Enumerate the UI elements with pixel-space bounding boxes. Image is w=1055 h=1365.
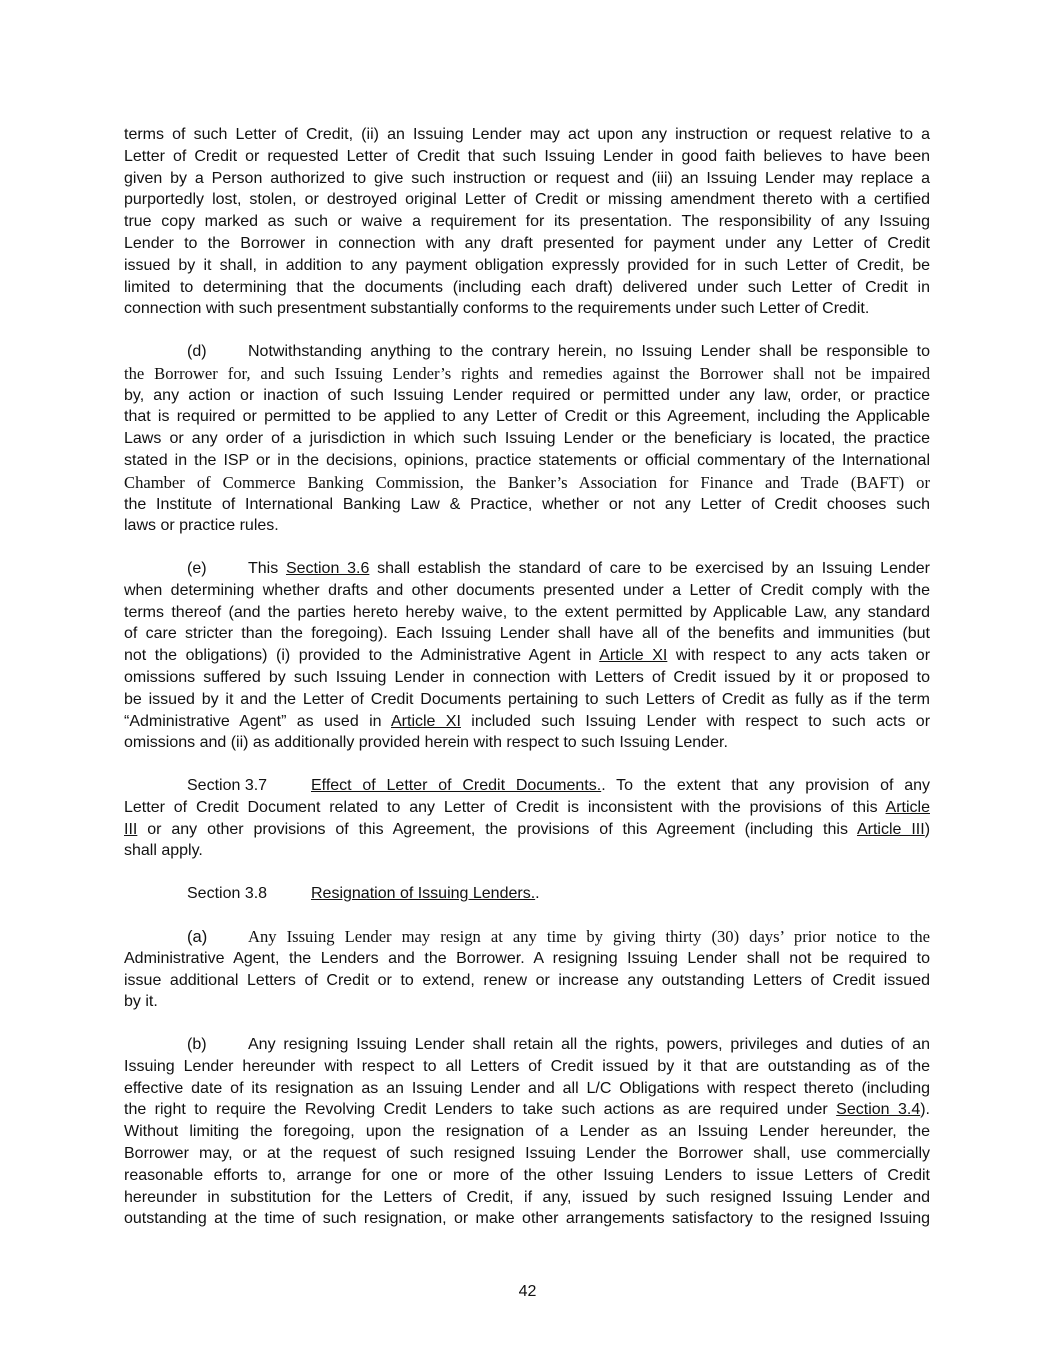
text-segment: the Borrower for, and such Issuing Lender’s rights and remedies against the Borrower shall not be impaired — [124, 363, 930, 383]
text-segment: Letter of Credit or requested Letter of Credit that such Issuing Lender in good faith believes to have been — [124, 147, 930, 165]
cross-reference-link: Resignation of Issuing Lenders. — [311, 885, 536, 902]
text-segment: hereunder in substitution for the Letters of Credit, if any, issued by such resigned Issuing Lender and — [124, 1188, 930, 1206]
text-segment: not the obligations) (i) provided to the Administrative Agent in — [124, 647, 600, 665]
text-line — [124, 667, 930, 689]
text-line — [124, 363, 930, 385]
text-segment: ). — [920, 1101, 930, 1119]
text-line — [124, 1034, 930, 1056]
section-3-8 — [124, 883, 930, 905]
text-line — [124, 689, 930, 711]
para-c-cont — [124, 124, 930, 320]
cross-reference-link: Section 3.4 — [836, 1101, 921, 1119]
text-segment: effective date of its resignation as an Issuing Lender and all L/C Obligations with respect thereto (including — [124, 1079, 930, 1097]
text-segment: omissions suffered by such Issuing Lender in connection with Letters of Credit issued by it or proposed to — [124, 668, 930, 686]
text-line — [124, 1078, 930, 1100]
text-segment: Administrative Agent, the Lenders and the Borrower. A resigning Issuing Lender shall not be required to — [124, 949, 930, 967]
text-line — [124, 168, 930, 190]
text-segment: with respect to any acts taken or — [667, 647, 931, 665]
text-segment: issue additional Letters of Credit or to extend, renew or increase any outstanding Letters of Credit issued — [124, 971, 930, 989]
paragraph-label: (a) — [187, 927, 208, 946]
cross-reference-link: Article XI — [391, 712, 461, 730]
text-segment: omissions and (ii) as additionally provided herein with respect to such Issuing Lender. — [124, 734, 728, 752]
text-segment: shall establish the standard of care to be exercised by an Issuing Lender — [369, 560, 931, 577]
text-line — [124, 1187, 930, 1209]
text-line — [124, 797, 930, 819]
text-line — [124, 255, 930, 277]
text-line — [124, 341, 930, 363]
text-line — [124, 189, 930, 211]
cross-reference-link: Article — [885, 798, 930, 816]
text-segment: Borrower may, or at the request of such resigned Issuing Lender the Borrower shall, use commercially — [124, 1144, 930, 1162]
para-d — [124, 341, 930, 537]
text-segment: purportedly lost, stolen, or destroyed original Letter of Credit or missing amendment thereto with a certified — [124, 191, 930, 209]
text-segment: by, any action or inaction of such Issuing Lender required or permitted under any law, order, or practice — [124, 386, 930, 404]
text-line — [124, 1208, 930, 1230]
paragraph-label: Section 3.7 — [187, 777, 268, 794]
text-segment: ) — [924, 820, 931, 838]
text-segment: the Institute of International Banking Law & Practice, whether or not any Letter of Credit chooses such — [124, 495, 930, 513]
text-line — [124, 515, 930, 537]
text-line — [124, 775, 930, 797]
text-segment: that is required or permitted to be applied to any Letter of Credit or this Agreement, including the Applicable — [124, 408, 930, 426]
text-segment: given by a Person authorized to give such instruction or request and (iii) an Issuing Lender may replace a — [124, 169, 930, 187]
text-line — [124, 1143, 930, 1165]
text-line — [124, 406, 930, 428]
text-line — [124, 970, 930, 992]
text-line — [124, 428, 930, 450]
text-line — [124, 124, 930, 146]
paragraph-label: Section 3.8 — [187, 885, 268, 902]
text-line — [124, 840, 930, 862]
text-line — [124, 233, 930, 255]
text-line — [124, 494, 930, 516]
text-line — [124, 1121, 930, 1143]
text-line — [124, 472, 930, 494]
page-number: 42 — [518, 1283, 537, 1300]
text-line — [124, 277, 930, 299]
text-segment: of care stricter than the foregoing). Each Issuing Lender shall have all of the benefits and immunities (but — [124, 625, 930, 643]
text-line — [124, 732, 930, 754]
text-segment: Lender to the Borrower in connection with any draft presented for payment under any Letter of Credit — [124, 234, 930, 252]
text-line — [124, 146, 930, 168]
text-segment: laws or practice rules. — [124, 517, 279, 535]
text-line — [124, 450, 930, 472]
text-segment: included such Issuing Lender with respect to such acts or — [460, 712, 931, 730]
text-line — [124, 580, 930, 602]
text-segment: “Administrative Agent” as used in — [124, 712, 391, 730]
text-segment: Letter of Credit Document related to any Letter of Credit is inconsistent with the provisions of this — [124, 798, 886, 816]
text-segment: shall apply. — [124, 842, 203, 860]
text-segment: issued by it shall, in addition to any payment obligation expressly provided for in such Letter of Credit, be — [124, 256, 930, 274]
cross-reference-link: III — [124, 820, 138, 838]
text-line — [124, 948, 930, 970]
text-segment: Laws or any order of a jurisdiction in which such Issuing Lender or the beneficiary is located, the practice — [124, 430, 930, 448]
text-segment: Chamber of Commerce Banking Commission, the Banker’s Association for Finance and Trade (BAFT) or — [124, 472, 930, 492]
text-line — [124, 211, 930, 233]
text-line — [124, 1099, 930, 1121]
text-line — [124, 1056, 930, 1078]
text-segment: when determining whether drafts and other documents presented under a Letter of Credit comply with the — [124, 581, 930, 599]
para-b — [124, 1034, 930, 1230]
cross-reference-link: Effect of Letter of Credit Documents. — [311, 777, 602, 794]
text-segment: limited to determining that the documents (including each draft) delivered under such Letter of Credit in — [124, 278, 930, 296]
text-segment: terms thereof (and the parties hereto hereby waive, to the extent permitted by Applicable Law, any standard — [124, 603, 930, 621]
text-segment: . To the extent that any provision of any — [601, 777, 930, 794]
text-line — [124, 1165, 930, 1187]
paragraph-label: (d) — [187, 343, 207, 360]
section-3-7 — [124, 775, 930, 862]
text-segment: outstanding at the time of such resignation, or make other arrangements satisfactory to the resigned Issuing — [124, 1210, 930, 1228]
text-line — [124, 991, 930, 1013]
para-e — [124, 558, 930, 754]
text-line — [124, 602, 930, 624]
para-a — [124, 926, 930, 1013]
text-segment: connection with such presentment substantially conforms to the requirements under such Letter of Credit. — [124, 300, 870, 318]
text-line — [124, 385, 930, 407]
text-segment: terms of such Letter of Credit, (ii) an Issuing Lender may act upon any instruction or request relative to a — [124, 126, 930, 143]
paragraph-label: (b) — [187, 1036, 207, 1053]
text-segment: or any other provisions of this Agreement, the provisions of this Agreement (including this — [137, 820, 857, 838]
text-line — [124, 711, 930, 733]
text-segment: Any resigning Issuing Lender shall retain all the rights, powers, privileges and duties of an — [248, 1036, 930, 1053]
text-segment: . — [535, 885, 540, 902]
cross-reference-link: Article XI — [599, 647, 668, 665]
cross-reference-link: Section 3.6 — [285, 560, 370, 577]
text-line — [124, 558, 930, 580]
text-segment: Any Issuing Lender may resign at any time by giving thirty (30) days’ prior notice to the — [248, 927, 930, 946]
text-segment: reasonable efforts to, arrange for one or more of the other Issuing Lenders to issue Letters of Credit — [124, 1166, 930, 1184]
text-segment: stated in the ISP or in the decisions, opinions, practice statements or official commentary of the International — [124, 451, 930, 469]
text-line — [124, 298, 930, 320]
text-segment: be issued by it and the Letter of Credit Documents pertaining to such Letters of Credit as fully as if the term — [124, 690, 930, 708]
text-segment: true copy marked as such or waive a requirement for its presentation. The responsibility of any Issuing — [124, 213, 930, 231]
text-line — [124, 883, 930, 905]
text-segment: Without limiting the foregoing, upon the resignation of a Lender as an Issuing Lender hereunder, the — [124, 1123, 930, 1141]
text-segment: the right to require the Revolving Credit Lenders to take such actions as are required under — [124, 1101, 837, 1119]
text-segment: Issuing Lender hereunder with respect to all Letters of Credit issued by it that are outstanding as of the — [124, 1057, 930, 1075]
text-line — [124, 926, 930, 948]
paragraph-label: (e) — [187, 560, 207, 577]
text-line — [124, 819, 930, 841]
text-line — [124, 623, 930, 645]
text-segment: by it. — [124, 993, 158, 1011]
text-segment: This — [248, 560, 286, 577]
text-segment: Notwithstanding anything to the contrary herein, no Issuing Lender shall be responsible to — [248, 343, 930, 360]
text-line — [124, 645, 930, 667]
cross-reference-link: Article III — [856, 820, 925, 838]
